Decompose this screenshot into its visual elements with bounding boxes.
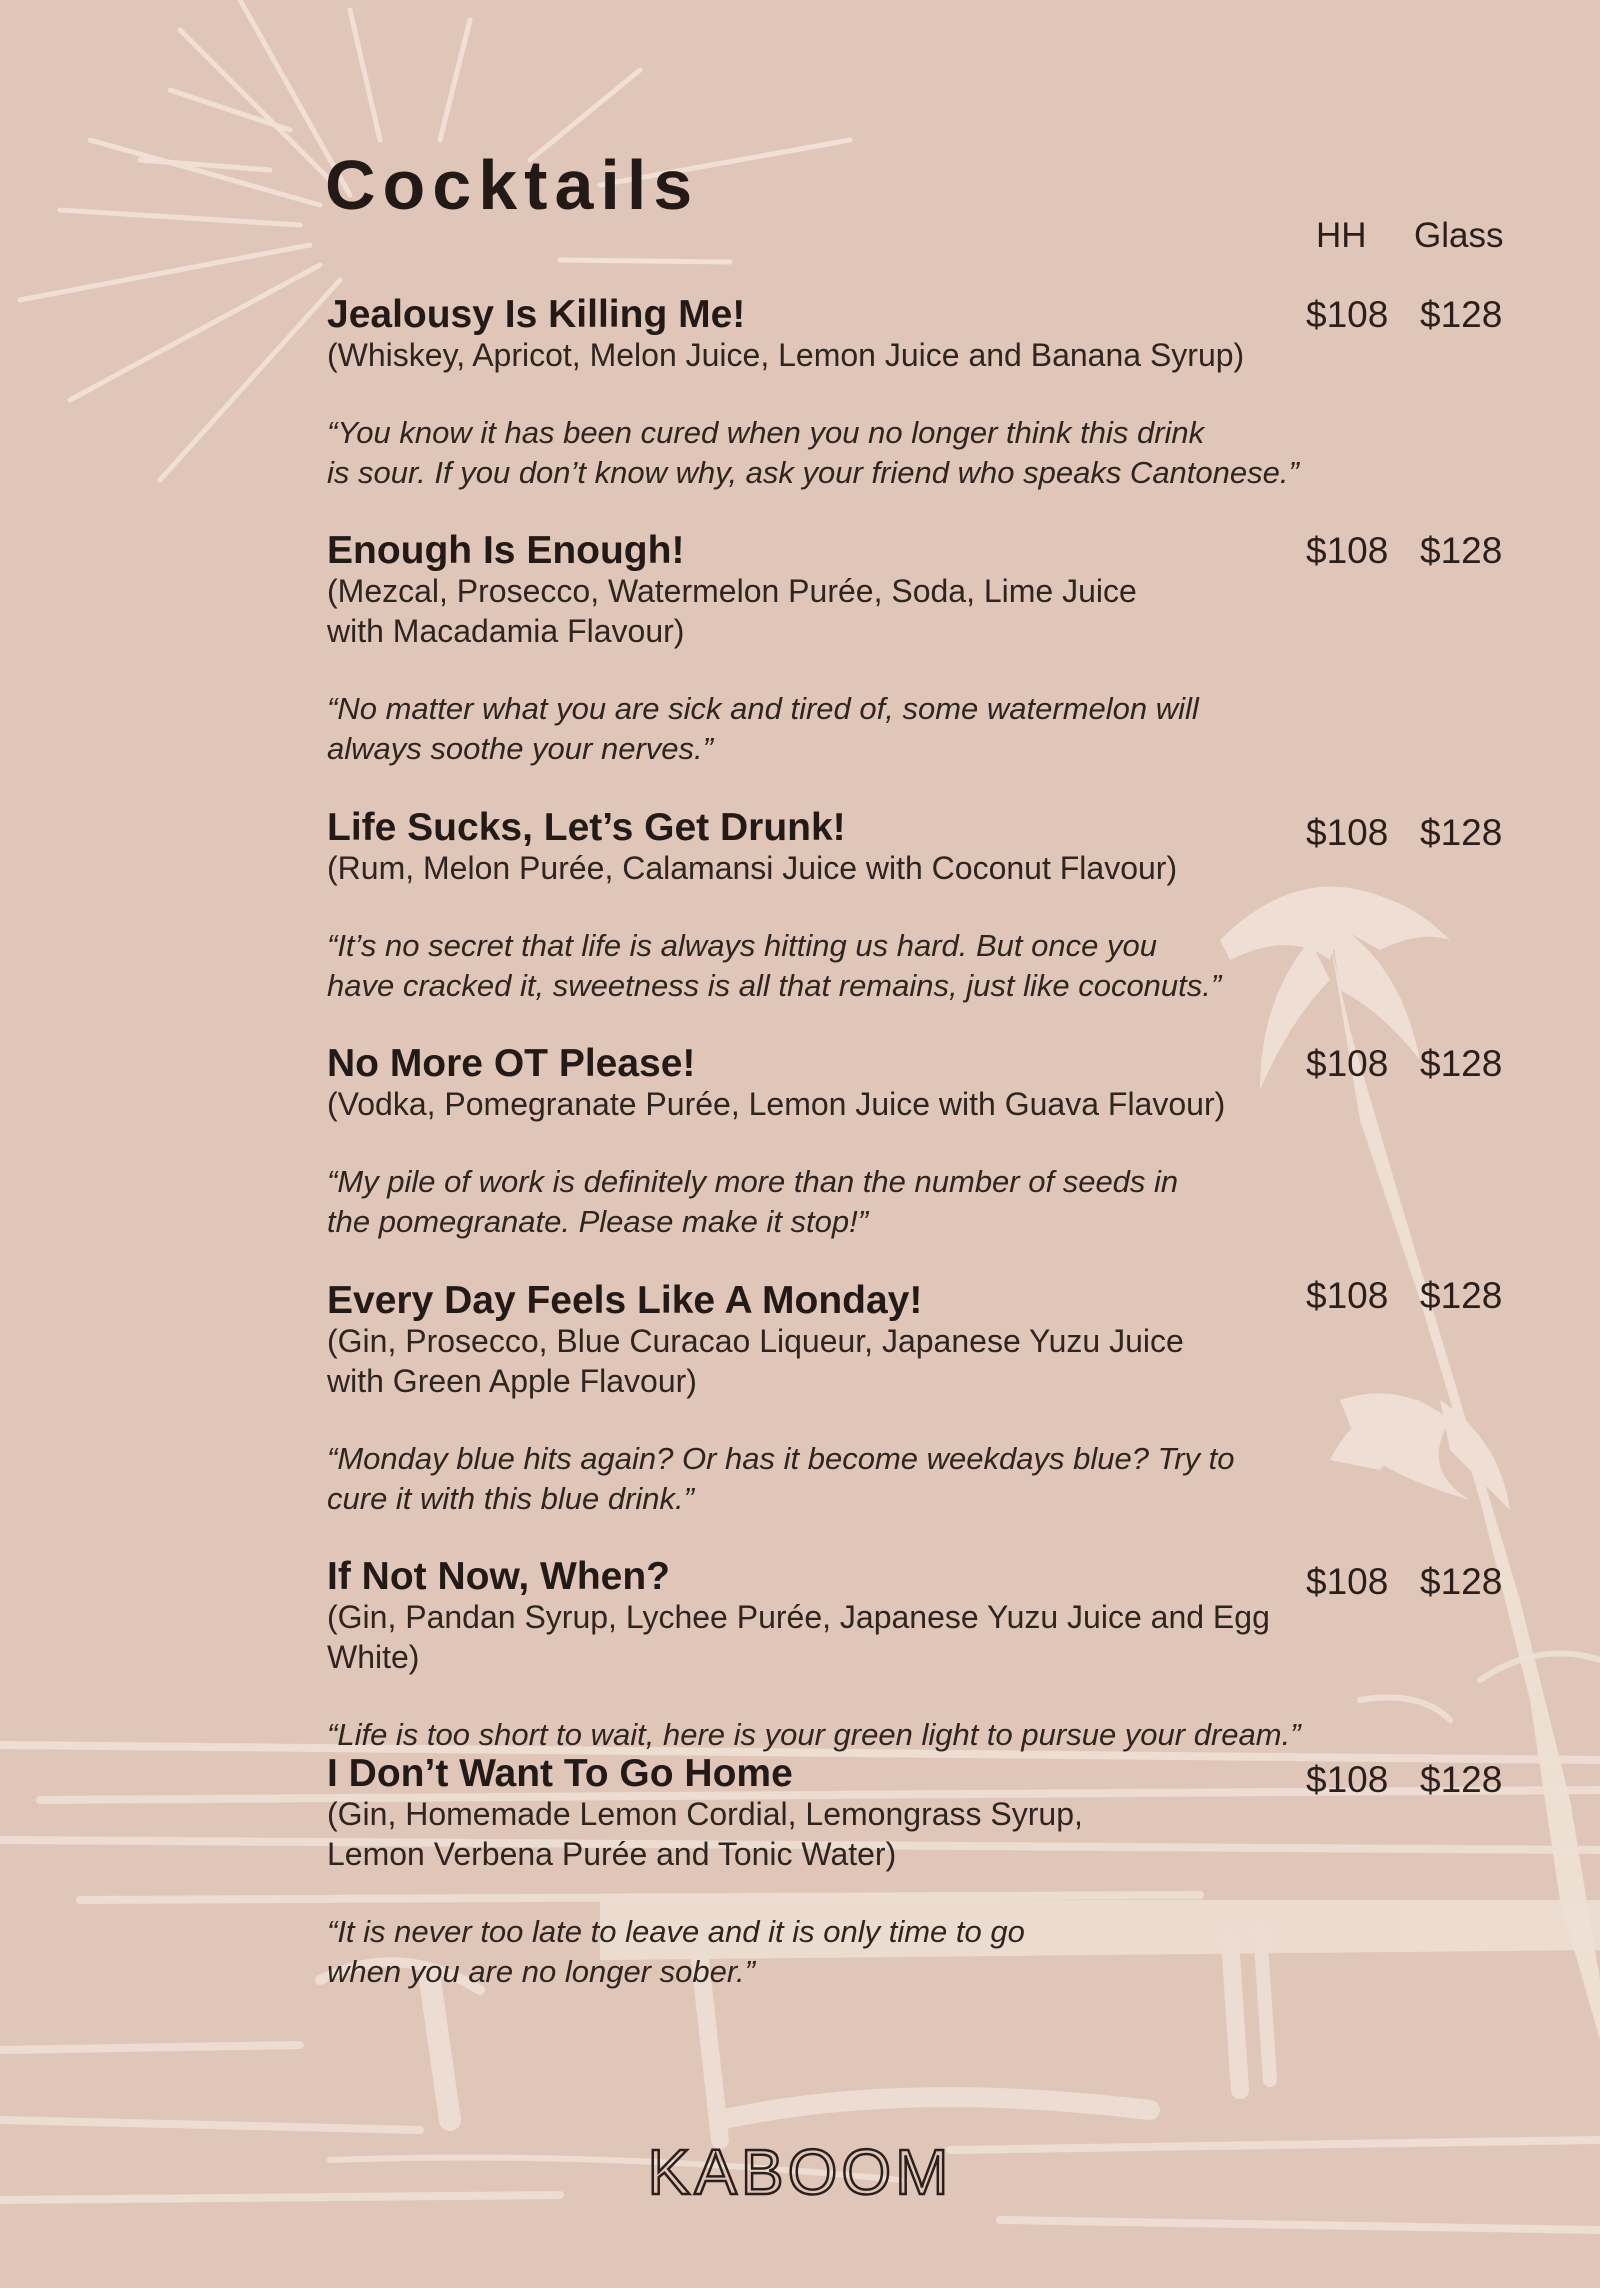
menu-item-hh-price: $108: [1306, 530, 1389, 571]
menu-item-glass-price: $128: [1420, 294, 1503, 335]
menu-item: [327, 531, 1327, 769]
menu-item-glass-price: $128: [1420, 812, 1503, 853]
menu-item: [327, 1281, 1327, 1519]
menu-item-ingredients: (Vodka, Pomegranate Purée, Lemon Juice with Guava Flavour): [327, 1086, 1226, 1122]
menu-item-ingredients: (Mezcal, Prosecco, Watermelon Purée, Soda, Lime Juice with Macadamia Flavour): [327, 573, 1137, 649]
menu-item-ingredients: (Gin, Homemade Lemon Cordial, Lemongrass Syrup, Lemon Verbena Purée and Tonic Water): [327, 1796, 1083, 1872]
menu-item: [327, 1557, 1327, 1755]
menu-item-quote: “You know it has been cured when you no longer think this drink is sour. If you don’t know why, ask your friend who speaks Cantonese.”: [327, 415, 1299, 490]
menu-item-hh-price: $108: [1306, 1759, 1389, 1800]
brand-logo: KABOOM: [647, 2136, 953, 2208]
menu-item-quote: “It’s no secret that life is always hitting us hard. But once you have cracked it, sweetness is all that remains, just like coconuts.”: [327, 928, 1222, 1003]
column-header-hh: HH: [1316, 216, 1367, 255]
menu-item-quote: “Monday blue hits again? Or has it become weekdays blue? Try to cure it with this blue drink.”: [327, 1441, 1235, 1516]
menu-item-quote: “Life is too short to wait, here is your green light to pursue your dream.”: [327, 1717, 1301, 1752]
menu-item-quote: “It is never too late to leave and it is only time to go when you are no longer sober.”: [327, 1914, 1025, 1989]
menu-item-glass-price: $128: [1420, 1561, 1503, 1602]
menu-item-ingredients: (Gin, Pandan Syrup, Lychee Purée, Japanese Yuzu Juice and Egg White): [327, 1599, 1270, 1675]
menu-item-hh-price: $108: [1306, 1275, 1389, 1316]
menu-item-name: Jealousy Is Killing Me!: [327, 293, 746, 336]
menu-item-name: Every Day Feels Like A Monday!: [327, 1279, 923, 1322]
menu-item-ingredients: (Rum, Melon Purée, Calamansi Juice with Coconut Flavour): [327, 850, 1178, 886]
menu-item-hh-price: $108: [1306, 1043, 1389, 1084]
menu-item-ingredients: (Whiskey, Apricot, Melon Juice, Lemon Juice and Banana Syrup): [327, 337, 1245, 373]
menu-item-glass-price: $128: [1420, 530, 1503, 571]
menu-item-name: Enough Is Enough!: [327, 529, 685, 572]
menu-item-quote: “My pile of work is definitely more than the number of seeds in the pomegranate. Please make it stop!”: [327, 1164, 1179, 1239]
menu-item-quote: “No matter what you are sick and tired of, some watermelon will always soothe your nerves.”: [327, 691, 1199, 766]
menu-item-name: I Don’t Want To Go Home: [327, 1752, 793, 1795]
page-title: Cocktails: [325, 146, 700, 224]
menu-item: [327, 295, 1327, 493]
menu-item-hh-price: $108: [1306, 294, 1389, 335]
menu-item-name: If Not Now, When?: [327, 1555, 670, 1598]
column-header-glass: Glass: [1414, 216, 1504, 255]
menu-item-name: No More OT Please!: [327, 1042, 696, 1085]
menu-item-glass-price: $128: [1420, 1759, 1503, 1800]
menu-item-glass-price: $128: [1420, 1275, 1503, 1316]
menu-item: [327, 1754, 1327, 1992]
menu-item: [327, 808, 1327, 1006]
menu-item-hh-price: $108: [1306, 1561, 1389, 1602]
menu-item-glass-price: $128: [1420, 1043, 1503, 1084]
menu-item-name: Life Sucks, Let’s Get Drunk!: [327, 806, 846, 849]
menu-item-ingredients: (Gin, Prosecco, Blue Curacao Liqueur, Japanese Yuzu Juice with Green Apple Flavour): [327, 1323, 1184, 1399]
menu-item: [327, 1044, 1327, 1242]
menu-item-hh-price: $108: [1306, 812, 1389, 853]
